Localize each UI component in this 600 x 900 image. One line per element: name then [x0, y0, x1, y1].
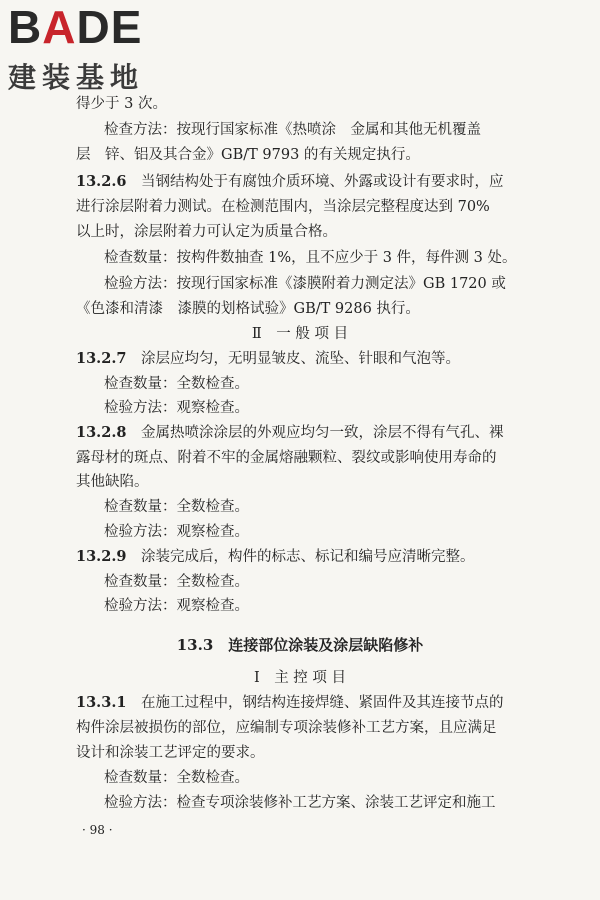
body-line: 进行涂层附着力测试。在检测范围内，当涂层完整程度达到 70%: [76, 199, 490, 215]
body-line: 检查数量：全数检查。: [104, 574, 249, 590]
body-line: 检查数量：全数检查。: [104, 770, 249, 786]
clause-number: 13.2.9: [76, 548, 127, 565]
body-line: 检验方法：观察检查。: [104, 524, 249, 540]
body-line: 检查数量：全数检查。: [104, 499, 249, 515]
body-line: 检验方法：观察检查。: [104, 400, 249, 416]
body-line: 检查数量：全数检查。: [104, 376, 249, 392]
body-line: 设计和涂装工艺评定的要求。: [76, 745, 265, 761]
clause-number: 13.2.7: [76, 350, 127, 367]
clause-13-2-7: 13.2.7 涂层应均匀，无明显皱皮、流坠、针眼和气泡等。: [76, 350, 460, 367]
logo-subtitle: 建装基地: [8, 61, 145, 94]
clause-13-2-9: 13.2.9 涂装完成后，构件的标志、标记和编号应清晰完整。: [76, 548, 475, 565]
clause-number: 13.2.8: [76, 424, 127, 441]
clause-number: 13.3.1: [76, 694, 127, 711]
body-line: 检验方法：按现行国家标准《漆膜附着力测定法》GB 1720 或: [104, 276, 506, 292]
clause-13-2-6: 13.2.6 当钢结构处于有腐蚀介质环境、外露或设计有要求时，应: [76, 173, 504, 190]
body-line: 检查数量：按构件数抽查 1%，且不应少于 3 件，每件测 3 处。: [104, 250, 517, 266]
body-line: 露母材的斑点、附着不牢的金属熔融颗粒、裂纹或影响使用寿命的: [76, 450, 497, 466]
body-line: 其他缺陷。: [76, 474, 149, 490]
logo-wordmark: BADE: [8, 1, 143, 53]
subsection-heading: Ⅱ 一 般 项 目: [251, 326, 349, 342]
page-number: · 98 ·: [82, 823, 113, 837]
section-heading: 13.3 连接部位涂装及涂层缺陷修补: [176, 636, 424, 654]
clause-number: 13.2.6: [76, 173, 127, 190]
body-line: 得少于 3 次。: [76, 96, 167, 112]
body-line: 《色漆和清漆 漆膜的划格试验》GB/T 9286 执行。: [76, 301, 420, 317]
bade-logo: [6, 1, 174, 94]
body-line: 检查方法：按现行国家标准《热喷涂 金属和其他无机覆盖: [104, 122, 481, 138]
body-line: 层 锌、铝及其合金》GB/T 9793 的有关规定执行。: [76, 147, 420, 163]
subsection-heading: Ⅰ 主 控 项 目: [253, 670, 347, 686]
body-line: 以上时，涂层附着力可认定为质量合格。: [76, 224, 337, 240]
clause-13-3-1: 13.3.1 在施工过程中，钢结构连接焊缝、紧固件及其连接节点的: [76, 694, 504, 711]
body-line: 构件涂层被损伤的部位，应编制专项涂装修补工艺方案，且应满足: [76, 720, 497, 736]
body-line: 检验方法：检查专项涂装修补工艺方案、涂装工艺评定和施工: [104, 795, 496, 811]
clause-13-2-8: 13.2.8 金属热喷涂涂层的外观应均匀一致，涂层不得有气孔、裸: [76, 424, 504, 441]
body-line: 检验方法：观察检查。: [104, 598, 249, 614]
